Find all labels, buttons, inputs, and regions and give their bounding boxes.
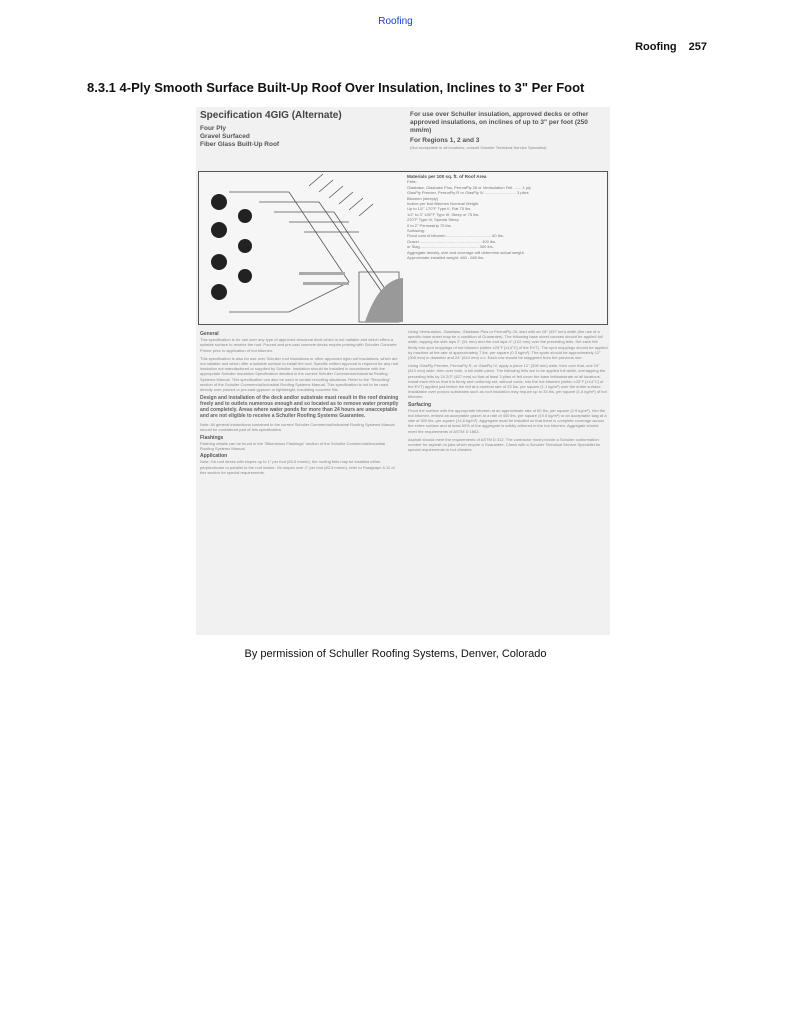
running-header	[635, 41, 707, 53]
materials-row: 0 to 2" Permastrip 75 lbs.	[407, 222, 452, 228]
section-title: 8.3.1 4-Ply Smooth Surface Built-Up Roof Over Insulation, Inclines to 3" Per Foot	[87, 80, 585, 95]
left-column	[200, 329, 400, 478]
design-warning: Design and installation of the deck and/or substrate must result in the roof draining freely and to outlets numerous enough and so located as to remove water promptly and completely. Areas where water ponds for more than 24 hours are unacceptable and are not eligible to receive a Schuller Roofing Systems Guarantee.	[200, 395, 399, 420]
general-heading: General	[200, 331, 219, 337]
surfacing-heading: Surfacing	[408, 401, 432, 408]
materials-row: 1/2" to 3" 190°F Type III, Steep or 75 lbs.	[407, 211, 480, 217]
materials-row: Aggregate density, size and coverage will determine actual weight.	[407, 249, 525, 255]
regions-text: For Regions 1, 2 and 3	[410, 137, 480, 144]
spec-sub-line: Four Ply	[200, 125, 227, 132]
flashings-heading: Flashings	[200, 434, 224, 441]
right-column	[408, 329, 608, 455]
materials-row: Up to 1/2" 170°F Type II, Flat 75 lbs.	[407, 206, 472, 212]
materials-row: Approximate installed weight: 460 - 665 lbs.	[407, 255, 485, 261]
materials-row: 220°F Type IV, Special Steep	[407, 217, 459, 223]
base-sheet-paragraph: Using Ventsulation, Glasbase, Glasbase Plus or PermaPly 28, start with an 18" (457 mm) width (the use of a specific base sheet may be a condition of Guarantee). The following base sheet courses should be applied full width, lapping the side laps 2" (51 mm) and the end laps 4" (102 mm) over the preceding felts. Set each felt firmly into spot moppings of hot bitumen (within ±25°F [±14°C] of the EVT). The spot moppings should be applied by machine at the rate of approximately 7 lbs. per square (0.3 kg/m²). The spots should be approximately 12" (305 mm) in diameter and 24" (610 mm) o.c. Each row should be staggered from the previous one.	[408, 329, 608, 361]
materials-row: GlasPly Premier, PermaPly R or GlasPly IV ............................ 3 plies	[407, 190, 529, 196]
materials-row: Incline per foot Bitumen Nominal Weight	[407, 201, 479, 207]
materials-row: Bitumen (steeply)	[407, 195, 439, 201]
materials-row: Glasbase, Glasbase Plus, PermaPly 28 or Ventsulation Felt ....... 1 ply	[407, 184, 531, 190]
materials-heading: Materials per 100 sq. ft. of Roof Area	[407, 174, 487, 179]
ply-paragraph: Using GlasPly Premier, PermaPly R, or GlasPly IV, apply a piece 12" (305 mm) wide, then over that, one 24" (610 mm) wide, then over both, a full width piece. The following felts are to be applied full width, overlapping the preceding felts by 24 2/3" (627 mm) so that at least 3 plies of felt cover the base felt/substrate at all locations. Install each felt so that it is firmly and uniformly set, without voids, into the hot bitumen (within ±25°F [±14°C] of the EVT) applied just before the felt at a nominal rate of 23 lbs. per square (1.1 kg/m²) over the entire surface. Installation over porous substrates such as roof insulation may require up to 33 lbs. per square (1.6 kg/m²) of hot bitumen.	[408, 363, 607, 400]
page-number: 257	[688, 41, 707, 53]
materials-row: Gravel ....................................................... 400 lbs.	[407, 238, 497, 244]
surfacing-paragraph: Flood the surface with the appropriate bitumen at an approximate rate of 60 lbs. per square (2.9 kg/m²). Into the hot bitumen, embed an acceptable gravel at a rate of 400 lbs. per square (19.5 kg/m²) or an acceptable slag at a rate of 300 lbs. per square (14.6 kg/m²). Aggregate must be installed so that there is complete coverage across the entire surface and at least 50% of the aggregate is solidly adhered in the hot bitumen. Aggregate should meet the requirements of ASTM D 1863.	[408, 407, 607, 434]
materials-row: Surfacing:	[407, 228, 426, 234]
general-paragraph: This specification is for use over any type of approved structural deck which is not nailable and which offers a suitable surface to receive the roof. Poured and pre-cast concrete decks require priming with Schuller Concrete Primer prior to application of hot bitumen.	[200, 337, 397, 353]
roof-assembly-diagram	[199, 172, 405, 324]
asphalt-paragraph: Asphalt should meet the requirements of ASTM D 312. The contractor must provide a Schuller conformation number for asphalt on jobs which require a Guarantee. Check with a Schuller Technical Service Specialist for special requirements in hot climates.	[408, 436, 601, 453]
spec-sub-line: Fiber Glass Built-Up Roof	[200, 141, 280, 148]
spec-subtitle	[200, 125, 279, 149]
application-heading: Application	[200, 453, 228, 460]
regions-note: (Not acceptable in all locations, consult Schuller Technical Service Specialist)	[410, 145, 547, 150]
materials-row: or Slag .................................................... 300 lbs.	[407, 244, 494, 250]
materials-row: Felts:	[407, 179, 417, 185]
spec-sub-line: Gravel Surfaced	[200, 133, 250, 140]
figure-caption: By permission of Schuller Roofing Systems, Denver, Colorado	[244, 648, 547, 660]
roof-diagram-box	[198, 171, 608, 325]
materials-row: Flood coat of bitumen ........................................ 60 lbs.	[407, 233, 504, 239]
use-statement	[410, 111, 606, 150]
application-paragraph: Note: On roof decks with slopes up to 1" per foot (83.3 mm/m), the roofing felts may be installed either perpendicular or parallel to the roof incline. On slopes over 1" per foot (83.3 mm/m), refer to Paragraph 6.11 of this section for special requirements.	[200, 459, 395, 475]
running-title: Roofing	[635, 41, 677, 53]
scanned-specification-image	[196, 107, 610, 635]
flashings-paragraph: Flashing details can be found in the "Bituminous Flashings" section of the Schuller Commercial/Industrial Roofing Systems Manual.	[200, 440, 386, 452]
header-link-roofing[interactable]: Roofing	[378, 16, 413, 27]
spec-title: Specification 4GIG (Alternate)	[200, 110, 342, 121]
use-text: For use over Schuller insulation, approved decks or other approved insulations, on inclines of up to 3" per foot (250 mm/m)	[410, 111, 589, 134]
note-paragraph: Note: All general instructions contained in the current Schuller Commercial/Industrial Roofing Systems Manual should be considered part of this specification.	[200, 422, 395, 433]
materials-table	[407, 174, 603, 261]
general-paragraph: This specification is also for use over Schuller roof insulations or other approved rigid roof insulations, which are not nailable and which offer a suitable surface to install the roof. Specific written approval is required for any roof insulation not manufactured or supplied by Schuller. Insulation should be installed in accordance with the appropriate Schuller Insulation Specification detailed in the current Schuller Commercial/Industrial Roofing Systems Manual. This specification can also be used in certain reroofing situations. Refer to the "Reroofing" section of the Schuller Commercial/Industrial Roofing Systems Manual. This specification is not to be used directly over poured or pre-cast gypsum or lightweight, insulating concrete fills.	[200, 355, 399, 393]
